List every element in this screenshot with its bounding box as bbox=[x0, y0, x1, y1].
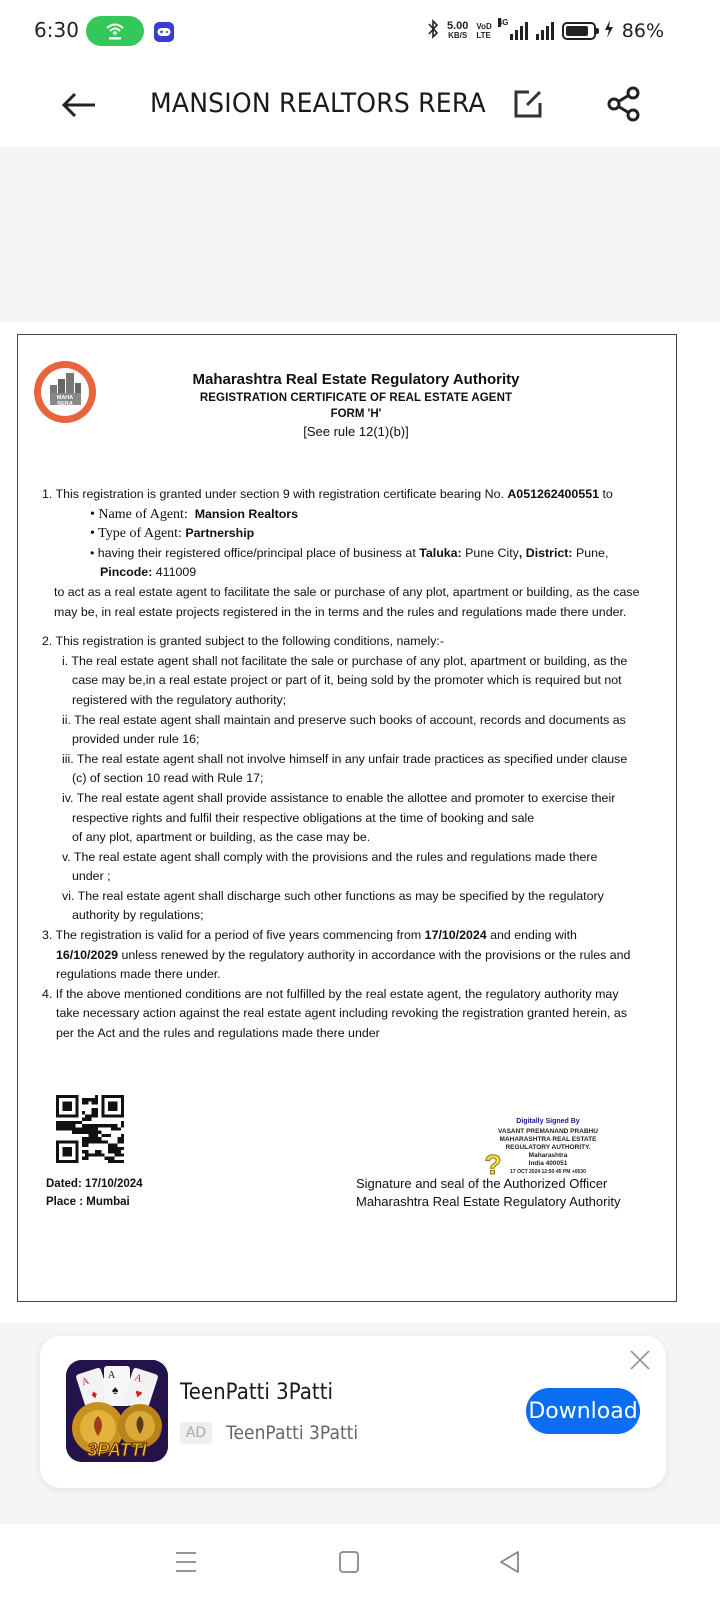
charging-icon bbox=[604, 20, 614, 43]
ad-close-button[interactable] bbox=[628, 1348, 652, 1372]
pincode-line: Pincode: 411009 bbox=[100, 565, 197, 580]
conditions-list bbox=[42, 652, 662, 926]
signature-line: REGULATORY AUTHORITY. bbox=[505, 1144, 591, 1151]
digital-signature: Digitally Signed By VASANT PREMANAND PRABHU MAHARASHTRA REAL ESTATE REGULATORY AUTHORITY. Maharashtra India 400051 17 OCT 2024 12:50:45 PM +0530 bbox=[478, 1118, 618, 1176]
navigation-bar bbox=[0, 1524, 720, 1600]
document-viewer[interactable] bbox=[0, 146, 720, 1524]
date-place bbox=[46, 1175, 143, 1211]
svg-text:3PATTI: 3PATTI bbox=[87, 1440, 147, 1460]
condition-item: iii. The real estate agent shall not involve himself in any unfair trade practices as specified under clause bbox=[62, 751, 628, 766]
condition-item: v. The real estate agent shall comply with the provisions and the rules and regulations made there bbox=[62, 849, 598, 864]
close-icon bbox=[628, 1348, 652, 1372]
condition-item-continued: respective rights and fulfil their respective obligations at the time of booking and sale bbox=[72, 810, 535, 825]
svg-text:A: A bbox=[108, 1370, 116, 1381]
bluetooth-icon bbox=[427, 19, 439, 44]
status-time: 6:30 bbox=[34, 18, 79, 42]
battery-icon bbox=[562, 22, 596, 40]
svg-text:♥: ♥ bbox=[132, 1386, 145, 1402]
signature-block: Signature and seal of the Authorized Officer Maharashtra Real Estate Regulatory Authority bbox=[356, 1176, 621, 1209]
hotspot-icon bbox=[86, 16, 144, 46]
dated: Dated: 17/10/2024 bbox=[46, 1178, 143, 1190]
condition-item-continued: under ; bbox=[72, 869, 111, 884]
condition-item-continued: case may be,in a real estate project or part of it, being sold by the promoter which is required but not bbox=[72, 673, 622, 688]
share-button[interactable] bbox=[604, 84, 644, 124]
registration-number: A051262400551 bbox=[507, 487, 600, 501]
svg-text:♠: ♠ bbox=[112, 1383, 119, 1397]
agent-type: Partnership bbox=[185, 526, 255, 541]
start-date: 17/10/2024 bbox=[424, 928, 487, 943]
place: Place : Mumbai bbox=[46, 1196, 130, 1208]
signature-line: 17 OCT 2024 12:50:45 PM +0530 bbox=[510, 1169, 586, 1175]
svg-text:A: A bbox=[133, 1372, 144, 1385]
ad-banner[interactable] bbox=[40, 1336, 666, 1488]
condition-item: iv. The real estate agent shall provide assistance to enable the allottee and promoter to exercise their bbox=[62, 790, 616, 805]
game-icon bbox=[154, 22, 174, 42]
app-bar bbox=[0, 64, 720, 146]
condition-item-continued: provided under rule 16; bbox=[72, 732, 200, 747]
signature-line: VASANT PREMANAND PRABHU bbox=[498, 1128, 598, 1135]
page-title: MANSION REALTORS RERA bbox=[150, 88, 486, 119]
certificate-header bbox=[18, 371, 676, 439]
system-back-button[interactable] bbox=[490, 1544, 530, 1580]
signal-icon-2 bbox=[536, 22, 554, 40]
recents-button[interactable] bbox=[166, 1544, 206, 1580]
authority-name: Maharashtra Real Estate Regulatory Authority bbox=[192, 371, 520, 388]
certificate-title: REGISTRATION CERTIFICATE OF REAL ESTATE AGENT bbox=[199, 392, 513, 404]
ad-badge: AD bbox=[180, 1422, 212, 1444]
network-speed: 5.00 KB/S bbox=[446, 20, 469, 40]
agent-type-item: • Type of Agent: Partnership bbox=[90, 526, 255, 542]
svg-text:?: ? bbox=[484, 1150, 502, 1180]
status-icons bbox=[427, 18, 664, 44]
qr-code[interactable] bbox=[56, 1095, 124, 1163]
edit-icon bbox=[513, 89, 543, 119]
condition-item-continued: registered with the regulatory authority; bbox=[72, 692, 287, 707]
clause-1-body: to act as a real estate agent to facilitate the sale or purchase of any plot, apartment or building, as the case may be, in real estate projects registered in the in terms and the rules and regulations made there under. bbox=[54, 584, 640, 619]
svg-text:A: A bbox=[80, 1375, 91, 1389]
condition-item-continued: of any plot, apartment or building, as the case may be. bbox=[72, 830, 371, 845]
agent-name-item: • Name of Agent: Mansion Realtors bbox=[90, 506, 298, 522]
edit-button[interactable] bbox=[508, 84, 548, 124]
condition-item-continued: authority by regulations; bbox=[72, 908, 204, 923]
svg-text:♦: ♦ bbox=[89, 1386, 100, 1402]
ad-subtitle: TeenPatti 3Patti bbox=[226, 1422, 359, 1444]
condition-item: vi. The real estate agent shall discharge such other functions as may be specified by the regulatory bbox=[62, 888, 604, 903]
cards-icon bbox=[66, 1360, 168, 1462]
back-button[interactable] bbox=[58, 84, 100, 126]
certificate-body: 1. This registration is granted under section 9 with registration certificate bearing No. A051262400551 to • Name of Agent: Mansion Realtors • Type of Agent: Partnership • having their registered office/principal place of business at Taluka: Pune City, District: Pune, Pincode: 411009 to act as a real estate agent to facilitate the sale or purchase of any plot, apartment or building, as the case may be, in real estate projects registered in the in terms and the rules and regulations made there under. 2. This registration is granted subject to the following conditions, namely:- i. The real estate agent shall not facilitate the sale or purchase of any plot, apartment or building, as the case may be,in a real estate project or part of it, being sold by the promoter which is required but not registered with the regulatory authority; ii. The real estate agent shall maintain and preserve such books of account, records and documents as provided under rule 16; iii. The real estate agent shall not involve himself in any unfair trade practices as specified under clause (c) of section 10 read with Rule 17; iv. The real estate agent shall provide assistance to enable the allottee and promoter to exercise their respective rights and fulfil their respective obligations at the time of booking and sale of any plot, apartment or building, as the case may be. v. The real estate agent shall comply with the provisions and the rules and regulations made there under ; vi. The real estate agent shall discharge such other functions as may be specified by the regulatory authority by regulations; 3. The registration is valid for a period of five years commencing from 17/10/2024 and ending with 16/10/2029 unless renewed by the regulatory authority in accordance with the provisions or the rules and regulations made there under. 4. If the above mentioned conditions are not fulfilled by the real estate agent, the regulatory authority may take necessary action against the real estate agent including revoking the registration granted herein, as per the Act and the rules and regulations made there under bbox=[42, 485, 662, 1044]
certificate-frame bbox=[17, 334, 677, 1302]
ad-title[interactable]: TeenPatti 3Patti bbox=[180, 1380, 333, 1405]
svg-text:MAHA: MAHA bbox=[56, 395, 74, 401]
condition-item: i. The real estate agent shall not facilitate the sale or purchase of any plot, apartment or building, as the bbox=[62, 653, 628, 668]
signature-line: MAHARASHTRA REAL ESTATE bbox=[499, 1136, 597, 1143]
agent-name: Mansion Realtors bbox=[194, 506, 298, 521]
volte-indicator: VoD LTE bbox=[476, 22, 492, 40]
clause-1: 1. This registration is granted under section 9 with registration certificate bearing No. A051262400551 to bbox=[42, 487, 613, 501]
share-icon bbox=[607, 86, 641, 122]
condition-item: ii. The real estate agent shall maintain and preserve such books of account, records and documents as bbox=[62, 712, 626, 727]
menu-icon bbox=[174, 1550, 198, 1574]
battery-percent: 86% bbox=[621, 20, 664, 42]
signature-line: India 400051 bbox=[528, 1160, 568, 1167]
home-icon bbox=[338, 1550, 360, 1574]
svg-text:RERA: RERA bbox=[57, 401, 73, 407]
end-date: 16/10/2029 bbox=[56, 947, 119, 962]
signal-icon: 4G bbox=[500, 22, 528, 40]
download-button[interactable]: Download bbox=[526, 1388, 640, 1434]
ad-app-icon[interactable] bbox=[66, 1360, 168, 1462]
form-label: FORM 'H' bbox=[330, 408, 382, 420]
arrow-left-icon bbox=[61, 91, 97, 119]
status-bar bbox=[0, 0, 720, 64]
condition-item-continued: (c) of section 10 read with Rule 17; bbox=[72, 771, 264, 786]
rule-reference: [See rule 12(1)(b)] bbox=[303, 424, 409, 439]
home-button[interactable] bbox=[329, 1544, 369, 1580]
signature-line: Maharashtra bbox=[528, 1152, 568, 1159]
clause-4: 4. If the above mentioned conditions are not fulfilled by the real estate agent, the regulatory authority may bbox=[42, 986, 619, 1001]
clause-2: 2. This registration is granted subject to the following conditions, namely:- bbox=[42, 634, 444, 649]
battery-fill bbox=[566, 26, 588, 36]
document-page bbox=[0, 322, 720, 1322]
back-triangle-icon bbox=[498, 1550, 522, 1574]
agent-address-item: • having their registered office/principal place of business at Taluka: Pune City, District: Pune, bbox=[90, 545, 609, 560]
clause-3: 3. The registration is valid for a period of five years commencing from 17/10/2024 and ending with bbox=[42, 928, 577, 943]
